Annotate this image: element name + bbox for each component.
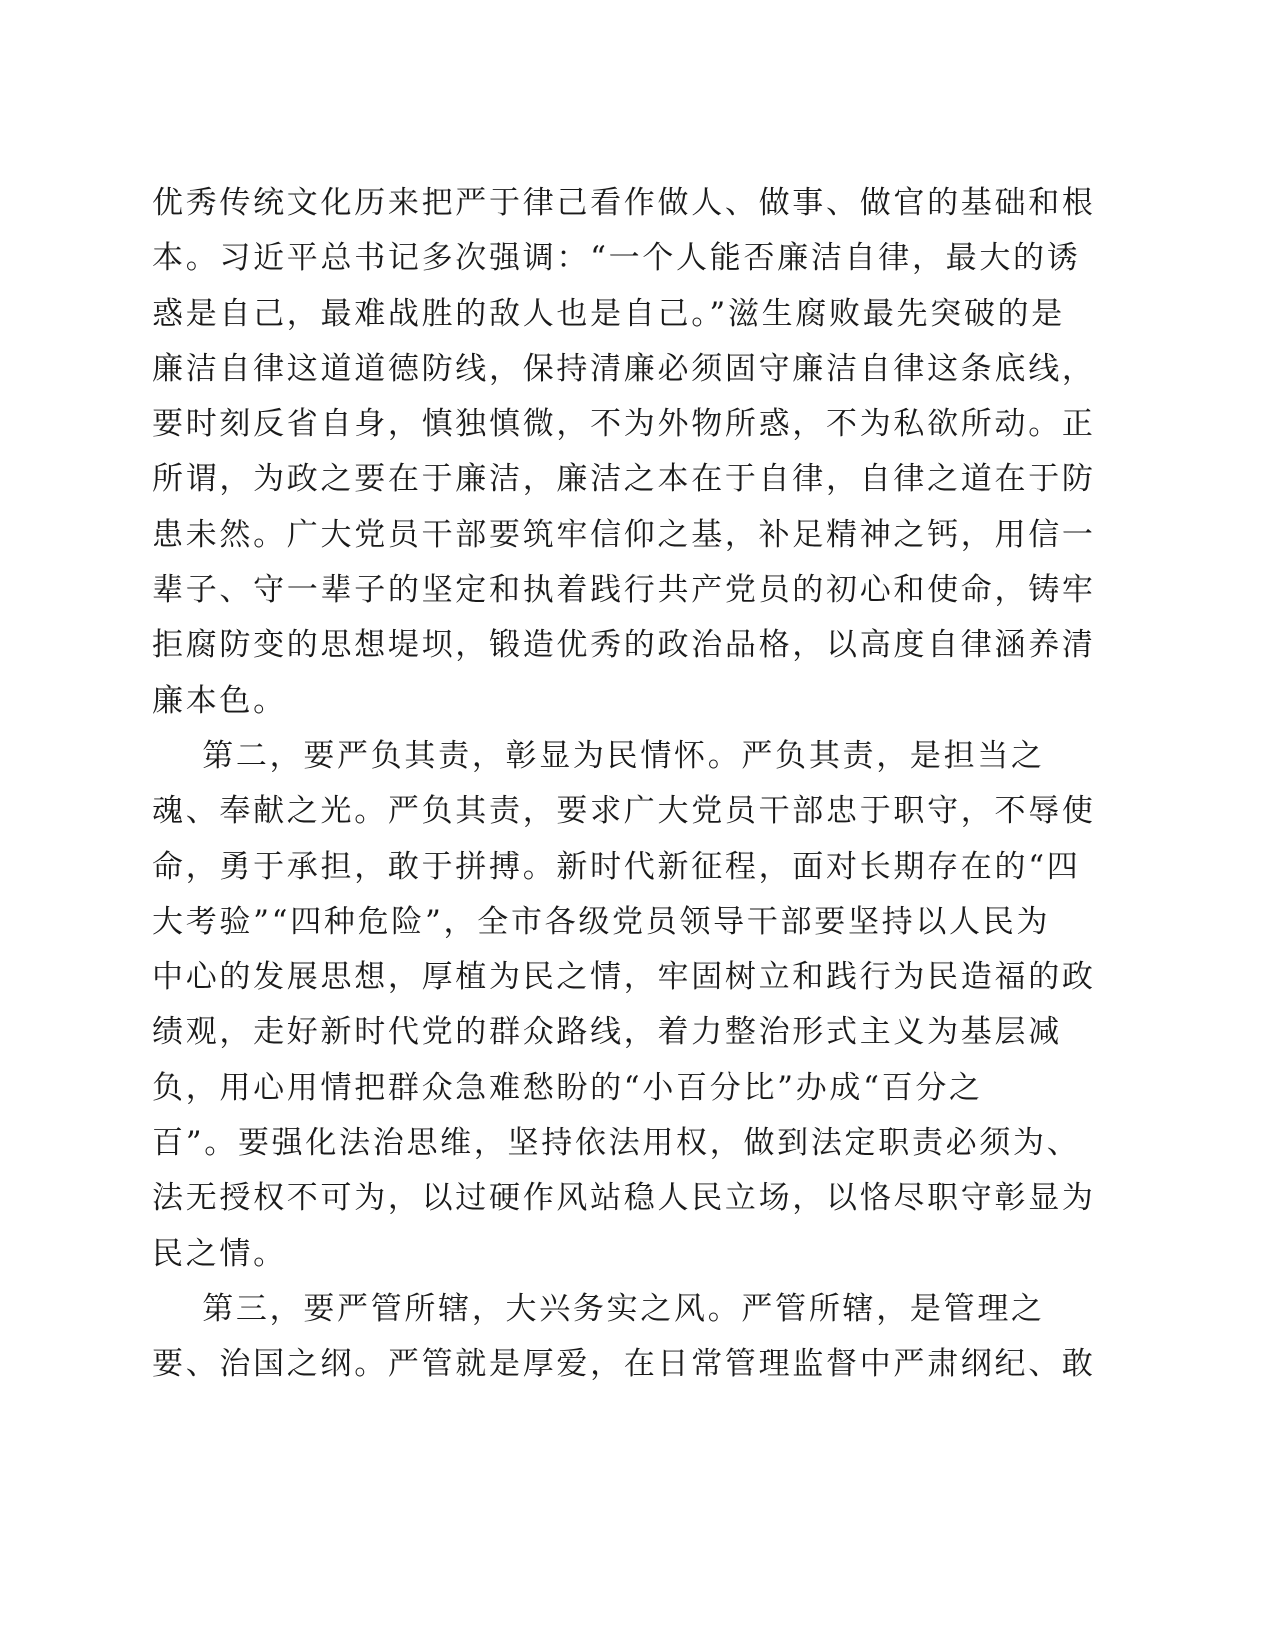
text-line: 廉本色。 xyxy=(152,682,287,719)
text-line: 拒腐防变的思想堤坝，锻造优秀的政治品格，以高度自律涵养清 xyxy=(152,627,1096,664)
text-line: 要时刻反省自身，慎独慎微，不为外物所惑，不为私欲所动。正 xyxy=(152,406,1096,443)
text-line: 要、治国之纲。严管就是厚爱，在日常管理监督中严肃纲纪、敢 xyxy=(152,1346,1096,1383)
text-line: 法无授权不可为，以过硬作风站稳人民立场，以恪尽职守彰显为 xyxy=(152,1180,1096,1217)
text-line: 百”。要强化法治思维，坚持依法用权，做到法定职责必须为、 xyxy=(152,1125,1081,1162)
text-line: 第三，要严管所辖，大兴务实之风。严管所辖，是管理之 xyxy=(152,1290,1045,1327)
text-line: 廉洁自律这道道德防线，保持清廉必须固守廉洁自律这条底线， xyxy=(152,350,1096,387)
text-line: 优秀传统文化历来把严于律己看作做人、做事、做官的基础和根 xyxy=(152,185,1096,221)
text-line: 惑是自己，最难战胜的敌人也是自己。”滋生腐败最先突破的是 xyxy=(152,295,1065,332)
text-line: 民之情。 xyxy=(152,1235,287,1272)
text-line: 辈子、守一辈子的坚定和执着践行共产党员的初心和使命，铸牢 xyxy=(152,572,1096,609)
text-line: 所谓，为政之要在于廉洁，廉洁之本在于自律，自律之道在于防 xyxy=(152,461,1096,498)
text-line: 患未然。广大党员干部要筑牢信仰之基，补足精神之钙，用信一 xyxy=(152,516,1096,553)
text-line: 命，勇于承担，敢于拼搏。新时代新征程，面对长期存在的“四 xyxy=(152,848,1081,885)
text-line: 魂、奉献之光。严负其责，要求广大党员干部忠于职守，不辱使 xyxy=(152,793,1096,830)
text-line: 大考验”“四种危险”，全市各级党员领导干部要坚持以人民为 xyxy=(152,903,1051,940)
text-line: 中心的发展思想，厚植为民之情，牢固树立和践行为民造福的政 xyxy=(152,959,1096,996)
text-line: 绩观，走好新时代党的群众路线，着力整治形式主义为基层减 xyxy=(152,1014,1062,1051)
text-line: 本。习近平总书记多次强调：“一个人能否廉洁自律，最大的诱 xyxy=(152,240,1081,277)
text-line: 负，用心用情把群众急难愁盼的“小百分比”办成“百分之 xyxy=(152,1069,983,1106)
body-text xyxy=(152,181,1096,1398)
text-line: 第二，要严负其责，彰显为民情怀。严负其责，是担当之 xyxy=(152,737,1045,774)
